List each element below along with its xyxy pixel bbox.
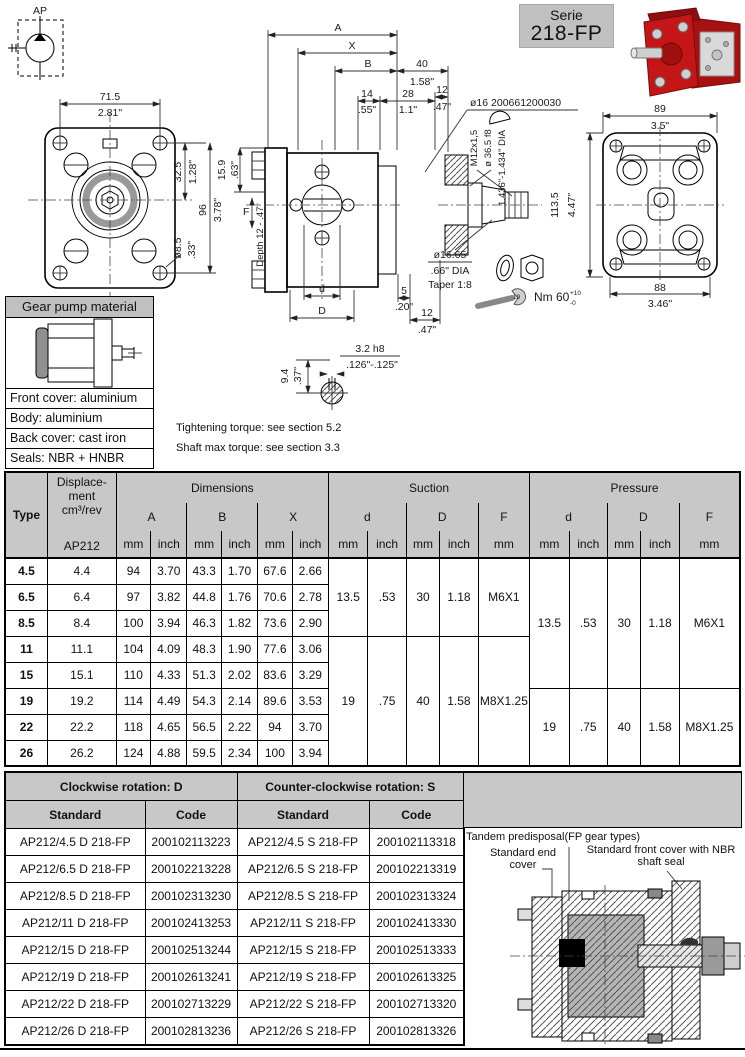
dim-12-bottom-inch: .47": [417, 324, 437, 336]
unit-header: mm: [607, 531, 640, 558]
wrench-size: 19: [513, 294, 521, 301]
dim-cell: 118: [116, 714, 150, 740]
torque-minus: -0: [570, 300, 576, 307]
dim-cell: 2.22: [221, 714, 257, 740]
ap-pump-symbol: [8, 5, 63, 80]
dim-cell: 4.49: [151, 688, 187, 714]
displacement-cell: 26.2: [47, 740, 116, 766]
front-view-drawing: [28, 91, 224, 300]
ccw-standard-cell: AP212/4.5 S 218-FP: [237, 829, 369, 856]
dimensions-table: [4, 471, 741, 767]
group-header-pressure: Pressure: [530, 472, 740, 503]
cw-code-cell: 200102813236: [145, 1018, 237, 1045]
disp-line2: ment: [68, 489, 96, 503]
pump-photo: [631, 8, 740, 96]
dim-cell: 94: [258, 714, 292, 740]
disp-series: AP212: [63, 539, 100, 553]
dim-cell: 100: [116, 610, 150, 636]
pressure-cell: 13.5: [530, 558, 569, 688]
dim-cell: 54.3: [187, 688, 221, 714]
type-cell: 26: [5, 740, 47, 766]
table-row: [5, 964, 464, 991]
torque-plus: +10: [570, 290, 582, 297]
key-height-mm: 9.4: [279, 368, 291, 384]
dim-28: 28: [402, 88, 414, 100]
dim-cell: 94: [116, 558, 150, 584]
tandem-front-cover-label: Standard front cover with NBR shaft seal: [586, 844, 736, 868]
dim-cell: 51.3: [187, 662, 221, 688]
unit-header: inch: [368, 531, 406, 558]
col-header-suction-F: F: [478, 503, 530, 531]
table-row: [5, 883, 464, 910]
ccw-code-cell: 200102613325: [369, 964, 464, 991]
dim-cell: 3.70: [151, 558, 187, 584]
cw-standard-cell: AP212/4.5 D 218-FP: [5, 829, 145, 856]
ccw-standard-cell: AP212/15 S 218-FP: [237, 937, 369, 964]
tandem-section: [462, 831, 745, 1045]
suction-cell: .75: [368, 636, 406, 766]
material-box: [5, 296, 154, 469]
note-shaft-torque: Shaft max torque: see section 3.3: [176, 442, 340, 454]
pressure-cell: M8X1.25: [679, 688, 740, 766]
dim-cell: 83.6: [258, 662, 292, 688]
cw-standard-cell: AP212/19 D 218-FP: [5, 964, 145, 991]
disp-line1: Displace-: [56, 475, 107, 489]
torque-value: Nm 60: [534, 290, 570, 304]
displacement-cell: 4.4: [47, 558, 116, 584]
unit-header: mm: [530, 531, 569, 558]
code-header: Code: [145, 801, 237, 829]
table-row: [5, 991, 464, 1018]
dim-cell: 3.70: [292, 714, 328, 740]
ccw-code-cell: 200102113318: [369, 829, 464, 856]
side-view-drawing: [216, 22, 542, 336]
front-height-inch: 3.78": [212, 197, 224, 223]
dim-cell: 2.90: [292, 610, 328, 636]
pressure-cell: M6X1: [679, 558, 740, 688]
back-width2-mm: 88: [654, 282, 666, 294]
displacement-cell: 8.4: [47, 610, 116, 636]
ccw-code-cell: 200102313324: [369, 883, 464, 910]
dim-cell: 89.6: [258, 688, 292, 714]
cw-header: Clockwise rotation: D: [5, 772, 237, 801]
suction-cell: M8X1.25: [478, 636, 530, 766]
front-pitch-inch: 1.28": [187, 159, 199, 185]
dim-cell: 2.34: [221, 740, 257, 766]
col-header-pressure-d: d: [530, 503, 608, 531]
dim-cell: 43.3: [187, 558, 221, 584]
unit-header: inch: [440, 531, 478, 558]
ccw-code-cell: 200102813326: [369, 1018, 464, 1045]
dim-cell: 59.5: [187, 740, 221, 766]
dim-14: 14: [361, 88, 373, 100]
type-cell: 22: [5, 714, 47, 740]
series-number: 218-FP: [530, 21, 603, 45]
type-cell: 15: [5, 662, 47, 688]
dim-F-label: F: [243, 206, 250, 218]
shaft-thread: M12x1,5: [469, 129, 480, 167]
page-footer-rule: [0, 1048, 745, 1050]
front-hole-dia: ø8.5: [172, 237, 184, 259]
dim-cell: 2.14: [221, 688, 257, 714]
dim-A: A: [334, 22, 342, 34]
unit-header: inch: [569, 531, 607, 558]
unit-header: mm: [478, 531, 530, 558]
dim-cell: 110: [116, 662, 150, 688]
ccw-standard-cell: AP212/19 S 218-FP: [237, 964, 369, 991]
taper-label: Taper 1:8: [428, 279, 472, 291]
dim-cell: 77.6: [258, 636, 292, 662]
back-height-inch: 4.47": [566, 192, 578, 218]
dim-cell: 2.02: [221, 662, 257, 688]
front-height-mm: 96: [197, 204, 209, 216]
seal-code: ø16 200661200030: [470, 97, 562, 109]
unit-header: inch: [221, 531, 257, 558]
series-label: Serie: [550, 6, 583, 23]
unit-header: mm: [679, 531, 740, 558]
table-row: [5, 1018, 464, 1045]
tandem-end-cover-label: Standard end cover: [489, 847, 557, 871]
dim-40: 40: [416, 58, 428, 70]
dim-d-label: d: [319, 283, 325, 295]
cw-code-cell: 200102213228: [145, 856, 237, 883]
dim-15_9-inch: .63": [229, 160, 241, 180]
dim-cell: 1.76: [221, 584, 257, 610]
dim-D-label: D: [318, 305, 326, 317]
cw-standard-cell: AP212/8.5 D 218-FP: [5, 883, 145, 910]
group-header-dimensions: Dimensions: [116, 472, 328, 503]
front-width-inch: 2.81": [97, 107, 123, 119]
cw-code-cell: 200102313230: [145, 883, 237, 910]
back-height-mm: 113.5: [549, 192, 561, 218]
ccw-standard-cell: AP212/6.5 S 218-FP: [237, 856, 369, 883]
ccw-standard-cell: AP212/11 S 218-FP: [237, 910, 369, 937]
material-row: Seals: NBR + HNBR: [10, 451, 125, 465]
type-cell: 8.5: [5, 610, 47, 636]
table-row: [5, 856, 464, 883]
key-width: 3.2 h8: [355, 343, 385, 355]
table-row: [5, 558, 740, 584]
dim-cell: 100: [258, 740, 292, 766]
dim-cell: 124: [116, 740, 150, 766]
dim-cell: 2.78: [292, 584, 328, 610]
unit-header: inch: [641, 531, 679, 558]
dim-cell: 4.65: [151, 714, 187, 740]
shaft-dia-inch: 1.436"-1.434" DIA: [497, 130, 508, 206]
col-header-B: B: [187, 503, 258, 531]
pressure-cell: 1.58: [641, 688, 679, 766]
dim-B: B: [364, 58, 372, 70]
dim-cell: 48.3: [187, 636, 221, 662]
depth-note: Depth 12 - .47": [255, 203, 266, 267]
unit-header: mm: [116, 531, 150, 558]
cw-code-cell: 200102613241: [145, 964, 237, 991]
dim-cell: 3.06: [292, 636, 328, 662]
col-header-type: Type: [5, 472, 47, 558]
suction-cell: 40: [406, 636, 439, 766]
cw-standard-cell: AP212/11 D 218-FP: [5, 910, 145, 937]
ccw-standard-cell: AP212/22 S 218-FP: [237, 991, 369, 1018]
col-header-A: A: [116, 503, 187, 531]
dim-15_9: 15.9: [216, 159, 228, 181]
note-tightening-torque: Tightening torque: see section 5.2: [176, 422, 342, 434]
dim-cell: 104: [116, 636, 150, 662]
ccw-code-cell: 200102213319: [369, 856, 464, 883]
type-cell: 19: [5, 688, 47, 714]
rotation-codes-table: [4, 771, 465, 1046]
dim-cell: 3.29: [292, 662, 328, 688]
taper-dia-mm: ø16.65: [433, 249, 467, 261]
col-header-pressure-D: D: [607, 503, 679, 531]
type-cell: 4.5: [5, 558, 47, 584]
material-row: Body: aluminium: [6, 409, 153, 429]
dim-cell: 1.90: [221, 636, 257, 662]
ccw-standard-cell: AP212/26 S 218-FP: [237, 1018, 369, 1045]
ccw-header: Counter-clockwise rotation: S: [237, 772, 464, 801]
col-header-suction-D: D: [406, 503, 478, 531]
dim-cell: 2.66: [292, 558, 328, 584]
pressure-cell: 30: [607, 558, 640, 688]
pressure-cell: 40: [607, 688, 640, 766]
material-box-title: Gear pump material: [6, 297, 153, 318]
dim-cell: 4.09: [151, 636, 187, 662]
washer-icon: [494, 253, 516, 282]
front-width-mm: 71.5: [99, 91, 121, 103]
dim-12-bottom: 12: [421, 307, 433, 319]
unit-header: inch: [151, 531, 187, 558]
unit-header: inch: [292, 531, 328, 558]
cw-code-cell: 200102413253: [145, 910, 237, 937]
dim-5-inch: .20": [394, 301, 414, 313]
series-badge: [519, 4, 614, 48]
cw-standard-cell: AP212/22 D 218-FP: [5, 991, 145, 1018]
table-row: [5, 910, 464, 937]
taper-dia-inch: .66" DIA: [430, 265, 470, 277]
torque-notes: [176, 418, 341, 458]
ap-symbol-label: AP: [32, 5, 48, 17]
rotation-table-header: [5, 772, 464, 829]
dimensions-table-header: [5, 472, 740, 558]
ccw-code-cell: 200102713320: [369, 991, 464, 1018]
key-height-inch: .37": [292, 366, 304, 386]
standard-header: Standard: [5, 801, 145, 829]
disp-line3: cm³/rev: [61, 503, 102, 517]
dim-40-inch: 1.58": [409, 76, 435, 88]
suction-cell: 30: [406, 558, 439, 636]
suction-cell: 19: [328, 636, 367, 766]
dim-cell: 3.94: [151, 610, 187, 636]
material-row: Back cover: cast iron: [6, 429, 153, 449]
suction-cell: 1.18: [440, 558, 478, 636]
pressure-cell: .75: [569, 688, 607, 766]
back-width-mm: 89: [654, 103, 666, 115]
dim-5: 5: [401, 285, 407, 297]
front-hole-dia-inch: .33": [186, 240, 198, 260]
ccw-standard-cell: AP212/8.5 S 218-FP: [237, 883, 369, 910]
dim-X: X: [348, 40, 356, 52]
dim-cell: 4.88: [151, 740, 187, 766]
rotation-table-spacer: [463, 771, 742, 828]
cw-code-cell: 200102713229: [145, 991, 237, 1018]
dim-cell: 56.5: [187, 714, 221, 740]
dim-cell: 97: [116, 584, 150, 610]
dim-12-top: 12: [436, 84, 448, 96]
pressure-cell: .53: [569, 558, 607, 688]
col-header-pressure-F: F: [679, 503, 740, 531]
cw-code-cell: 200102113223: [145, 829, 237, 856]
unit-header: mm: [187, 531, 221, 558]
dim-cell: 1.82: [221, 610, 257, 636]
suction-cell: M6X1: [478, 558, 530, 636]
cw-standard-cell: AP212/26 D 218-FP: [5, 1018, 145, 1045]
dim-cell: 1.70: [221, 558, 257, 584]
type-cell: 11: [5, 636, 47, 662]
table-row: [5, 937, 464, 964]
dim-cell: 46.3: [187, 610, 221, 636]
dim-cell: 3.94: [292, 740, 328, 766]
suction-cell: 13.5: [328, 558, 367, 636]
back-width2-inch: 3.46": [647, 298, 673, 310]
back-width-inch: 3.5": [650, 120, 670, 132]
table-row: [5, 829, 464, 856]
col-header-suction-d: d: [328, 503, 406, 531]
dim-cell: 73.6: [258, 610, 292, 636]
dim-14-inch: .55": [357, 104, 377, 116]
suction-cell: .53: [368, 558, 406, 636]
cw-code-cell: 200102513244: [145, 937, 237, 964]
material-row: Front cover: aluminium: [6, 389, 153, 409]
woodruff-key-icon: [490, 111, 510, 124]
key-width-inch: .126"-.125": [346, 359, 398, 371]
displacement-cell: 11.1: [47, 636, 116, 662]
unit-header: mm: [406, 531, 439, 558]
col-header-X: X: [258, 503, 329, 531]
displacement-cell: 19.2: [47, 688, 116, 714]
key-detail-drawing: [279, 343, 400, 410]
dim-cell: 44.8: [187, 584, 221, 610]
ccw-code-cell: 200102413330: [369, 910, 464, 937]
dim-cell: 114: [116, 688, 150, 714]
cw-standard-cell: AP212/6.5 D 218-FP: [5, 856, 145, 883]
dim-cell: 3.82: [151, 584, 187, 610]
unit-header: mm: [258, 531, 292, 558]
nut-icon: [521, 255, 543, 281]
dim-cell: 3.53: [292, 688, 328, 714]
back-view-drawing: [549, 103, 724, 310]
shaft-dia-mm: ø 36.5 f8: [483, 129, 494, 167]
pressure-cell: 1.18: [641, 558, 679, 688]
cw-standard-cell: AP212/15 D 218-FP: [5, 937, 145, 964]
wrench-icon: [478, 289, 526, 306]
type-cell: 6.5: [5, 584, 47, 610]
tandem-title: Tandem predisposal(FP gear types): [466, 831, 641, 843]
ccw-code-cell: 200102513333: [369, 937, 464, 964]
dim-cell: 70.6: [258, 584, 292, 610]
displacement-cell: 6.4: [47, 584, 116, 610]
pump-side-icon: [6, 318, 153, 389]
dim-cell: 4.33: [151, 662, 187, 688]
code-header: Code: [369, 801, 464, 829]
front-pitch-mm: 32.5: [172, 161, 184, 183]
pressure-cell: 19: [530, 688, 569, 766]
dim-12-top-inch: .47": [432, 101, 452, 113]
dim-cell: 67.6: [258, 558, 292, 584]
unit-header: mm: [328, 531, 367, 558]
displacement-cell: 22.2: [47, 714, 116, 740]
suction-cell: 1.58: [440, 636, 478, 766]
dim-28-inch: 1.1": [398, 104, 418, 116]
group-header-suction: Suction: [328, 472, 529, 503]
col-header-displacement: [47, 472, 116, 558]
standard-header: Standard: [237, 801, 369, 829]
displacement-cell: 15.1: [47, 662, 116, 688]
